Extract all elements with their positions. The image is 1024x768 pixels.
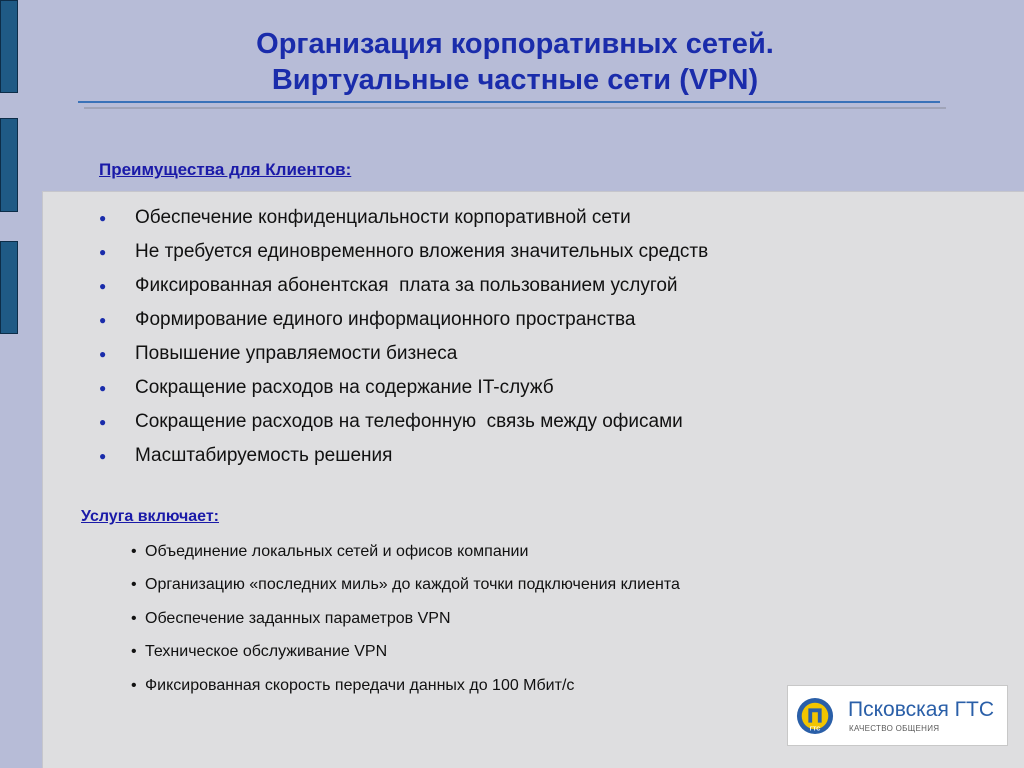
benefits-heading: Преимущества для Клиентов: [99,160,352,179]
benefits-list-item [99,303,708,337]
decorative-side-bar-middle [0,118,18,212]
title-underline [78,101,940,103]
service-item-text: Организацию «последних миль» до каждой точки подключения клиента [145,576,680,594]
benefits-list-item [99,405,708,439]
decorative-side-bar-top [0,0,18,93]
bullet-icon: ● [99,279,107,293]
service-list-item [131,602,680,636]
benefits-list-item [99,269,708,303]
slide-title-line-2: Виртуальные частные сети (VPN) [271,64,759,96]
company-logo [787,685,1008,746]
bullet-icon: • [131,576,137,594]
logo-tagline: КАЧЕСТВО ОБЩЕНИЯ [849,724,940,733]
benefits-list-item [99,201,708,235]
benefits-item-text: Обеспечение конфиденциальности корпоративной сети [135,207,631,228]
service-item-text: Фиксированная скорость передачи данных до 100 Мбит/с [145,676,575,694]
benefits-list [99,201,708,473]
bullet-icon: ● [99,313,107,327]
decorative-side-bar-bottom [0,241,18,334]
emblem-text: ГТС [809,726,821,733]
benefits-list-item [99,235,708,269]
title-underline-shadow [84,107,946,109]
bullet-icon: • [131,676,137,694]
service-item-text: Обеспечение заданных параметров VPN [145,609,451,627]
service-item-text: Объединение локальных сетей и офисов компании [145,542,529,560]
bullet-icon: ● [99,415,107,429]
benefits-list-item [99,439,708,473]
bullet-icon: ● [99,245,107,259]
pskov-gts-emblem-icon [796,697,834,735]
bullet-icon: ● [99,211,107,225]
service-list-item [131,569,680,603]
service-list-item [131,636,680,670]
benefits-item-text: Повышение управляемости бизнеса [135,343,458,364]
service-list-item [131,535,680,569]
benefits-item-text: Сокращение расходов на содержание IT-служб [135,377,554,398]
slide-title-line-1: Организация корпоративных сетей. [256,28,774,60]
slide-title [60,26,970,98]
benefits-item-text: Фиксированная абонентская плата за пользованием услугой [135,275,678,296]
benefits-list-item [99,371,708,405]
benefits-item-text: Масштабируемость решения [135,445,393,466]
bullet-icon: ● [99,347,107,361]
bullet-icon: • [131,609,137,627]
bullet-icon: ● [99,381,107,395]
service-list-item [131,669,680,703]
benefits-item-text: Формирование единого информационного пространства [135,309,636,330]
service-heading: Услуга включает: [81,508,219,525]
bullet-icon: • [131,542,137,560]
bullet-icon: • [131,643,137,661]
service-list [131,535,680,703]
benefits-list-item [99,337,708,371]
service-item-text: Техническое обслуживание VPN [145,643,388,661]
bullet-icon: ● [99,449,107,463]
benefits-item-text: Не требуется единовременного вложения значительных средств [135,241,709,262]
logo-company-name: Псковская ГТС [848,698,995,721]
benefits-item-text: Сокращение расходов на телефонную связь между офисами [135,411,683,432]
